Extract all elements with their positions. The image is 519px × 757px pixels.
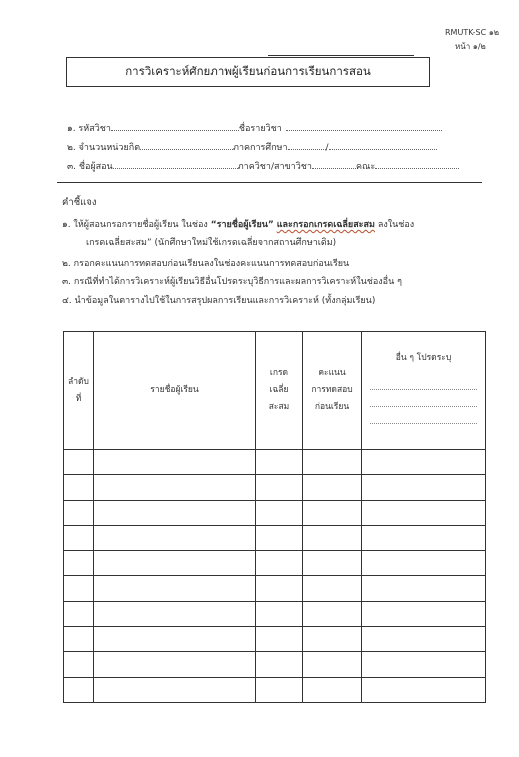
cell-gpa[interactable] [256, 525, 303, 550]
col-header-other-label: อื่น ๆ โปรดระบุ [395, 353, 452, 363]
course-code-label: ๑. รหัสวิชา [67, 124, 111, 134]
table-row [64, 576, 486, 601]
table-row [64, 677, 486, 702]
cell-name[interactable] [94, 652, 256, 677]
cell-no[interactable] [64, 475, 94, 500]
instruction-4: ๔. นำข้อมูลในตารางไปใช้ในการสรุปผลการเรียนและการวิเคราะห์ (ทั้งกลุ่มเรียน) [62, 296, 376, 306]
col-header-score-line1: คะแนน [318, 368, 346, 378]
cell-no[interactable] [64, 652, 94, 677]
instructor-field[interactable] [67, 159, 459, 173]
cell-no[interactable] [64, 500, 94, 525]
table-row [64, 652, 486, 677]
cell-other[interactable] [362, 677, 486, 702]
instruction-3: ๓. กรณีที่ทำได้การวิเคราะห์ผู้เรียนวิธีอื่นโปรดระบุวิธีการและผลการวิเคราะห์ในช่องอื่น ๆ [62, 277, 402, 287]
cell-name[interactable] [94, 677, 256, 702]
col-header-gpa-line2: เฉลี่ย [269, 385, 289, 395]
page-number: หน้า ๑/๒ [455, 42, 486, 51]
col-header-gpa-line3: สะสม [268, 402, 290, 412]
cell-no[interactable] [64, 525, 94, 550]
cell-other[interactable] [362, 475, 486, 500]
col-header-score-line3: ก่อนเรียน [314, 402, 350, 412]
cell-score[interactable] [303, 551, 362, 576]
cell-gpa[interactable] [256, 450, 303, 475]
cell-name[interactable] [94, 500, 256, 525]
cell-gpa[interactable] [256, 677, 303, 702]
cell-no[interactable] [64, 551, 94, 576]
col-header-no-line1: ลำดับ [68, 376, 89, 387]
document-code: RMUTK-SC ๑๒ [445, 28, 500, 37]
instruction-1-cont: เกรดเฉลี่ยสะสม” (นักศึกษาใหม่ใช้เกรดเฉลี่ยจากสถานศึกษาเดิม) [86, 238, 337, 248]
cell-other[interactable] [362, 551, 486, 576]
cell-no[interactable] [64, 576, 94, 601]
cell-other[interactable] [362, 652, 486, 677]
cell-other[interactable] [362, 601, 486, 626]
col-header-other [362, 332, 486, 450]
instructor-label: ๓. ชื่อผู้สอน [67, 162, 113, 172]
credits-field[interactable]: ๒. จำนวนหน่วยกิต ภาคการศึกษา / [67, 140, 437, 154]
credits-label: ๒. จำนวนหน่วยกิต [67, 143, 141, 153]
semester-blank[interactable] [288, 142, 326, 150]
department-blank[interactable] [312, 161, 356, 169]
instruction-1-text: ๑. ให้ผู้สอนกรอกรายชื่อผู้เรียน ในช่อง [62, 220, 208, 230]
course-name-label: ชื่อรายวิชา [238, 124, 282, 134]
cell-other[interactable] [362, 525, 486, 550]
other-specify-line[interactable] [370, 407, 477, 424]
cell-other[interactable] [362, 576, 486, 601]
course-code-blank[interactable] [111, 123, 239, 131]
cell-gpa[interactable] [256, 475, 303, 500]
cell-gpa[interactable] [256, 652, 303, 677]
col-header-score [303, 332, 362, 450]
table-row [64, 551, 486, 576]
instruction-1 [62, 217, 414, 231]
other-specify-lines[interactable] [370, 373, 477, 424]
credits-blank[interactable] [140, 142, 233, 150]
title-box [66, 57, 430, 87]
table-row [64, 500, 486, 525]
header-rule [268, 55, 414, 56]
cell-score[interactable] [303, 652, 362, 677]
course-code-field[interactable] [67, 121, 442, 135]
col-header-gpa-line1: เกรด [269, 368, 289, 378]
other-specify-line[interactable] [370, 373, 477, 390]
cell-no[interactable] [64, 601, 94, 626]
table-row [64, 525, 486, 550]
cell-score[interactable] [303, 450, 362, 475]
col-header-no-line2: ที่ [75, 393, 82, 404]
instruction-2: ๒. กรอกคะแนนการทดสอบก่อนเรียนลงในช่องคะแนนการทดสอบก่อนเรียน [62, 259, 350, 269]
cell-gpa[interactable] [256, 576, 303, 601]
table-row [64, 475, 486, 500]
cell-gpa[interactable] [256, 551, 303, 576]
cell-no[interactable] [64, 450, 94, 475]
cell-score[interactable] [303, 500, 362, 525]
department-label: ภาควิชา/สาขาวิชา [237, 162, 312, 172]
student-table [63, 331, 486, 703]
cell-name[interactable] [94, 475, 256, 500]
cell-other[interactable] [362, 450, 486, 475]
semester-label: ภาคการศึกษา [233, 143, 288, 153]
cell-gpa[interactable] [256, 601, 303, 626]
table-row [64, 627, 486, 652]
cell-no[interactable] [64, 677, 94, 702]
cell-no[interactable] [64, 627, 94, 652]
other-specify-line[interactable] [370, 390, 477, 407]
table-body [64, 450, 486, 703]
col-header-gpa [256, 332, 303, 450]
cell-name[interactable] [94, 576, 256, 601]
cell-name[interactable] [94, 551, 256, 576]
col-header-no [64, 332, 94, 450]
page-title: การวิเคราะห์ศักยภาพผู้เรียนก่อนการเรียนการสอน [125, 64, 371, 78]
instruction-1-into: ลงในช่อง [377, 220, 415, 230]
cell-score[interactable] [303, 677, 362, 702]
cell-score[interactable] [303, 475, 362, 500]
col-header-name: รายชื่อผู้เรียน [94, 332, 256, 450]
table-header-row [64, 332, 486, 450]
instructor-blank[interactable] [113, 161, 238, 169]
instructions-heading: คำชี้แจง [62, 197, 97, 208]
cell-other[interactable] [362, 500, 486, 525]
cell-gpa[interactable] [256, 500, 303, 525]
cell-score[interactable] [303, 576, 362, 601]
table-row [64, 601, 486, 626]
cell-name[interactable] [94, 601, 256, 626]
cell-name[interactable] [94, 627, 256, 652]
cell-score[interactable] [303, 627, 362, 652]
col-header-score-line2: การทดสอบ [311, 385, 353, 395]
instruction-1-student-names: “รายชื่อผู้เรียน” [210, 220, 274, 230]
instruction-1-gpa: และกรอกเกรดเฉลี่ยสะสม [276, 220, 375, 230]
section-divider [57, 182, 482, 183]
cell-score[interactable] [303, 601, 362, 626]
cell-score[interactable] [303, 525, 362, 550]
faculty-label: คณะ [355, 162, 376, 172]
cell-gpa[interactable] [256, 627, 303, 652]
cell-other[interactable] [362, 627, 486, 652]
year-blank[interactable] [329, 142, 437, 150]
course-name-blank[interactable] [286, 123, 442, 131]
table-row [64, 450, 486, 475]
faculty-blank[interactable] [375, 161, 459, 169]
cell-name[interactable] [94, 525, 256, 550]
cell-name[interactable] [94, 450, 256, 475]
